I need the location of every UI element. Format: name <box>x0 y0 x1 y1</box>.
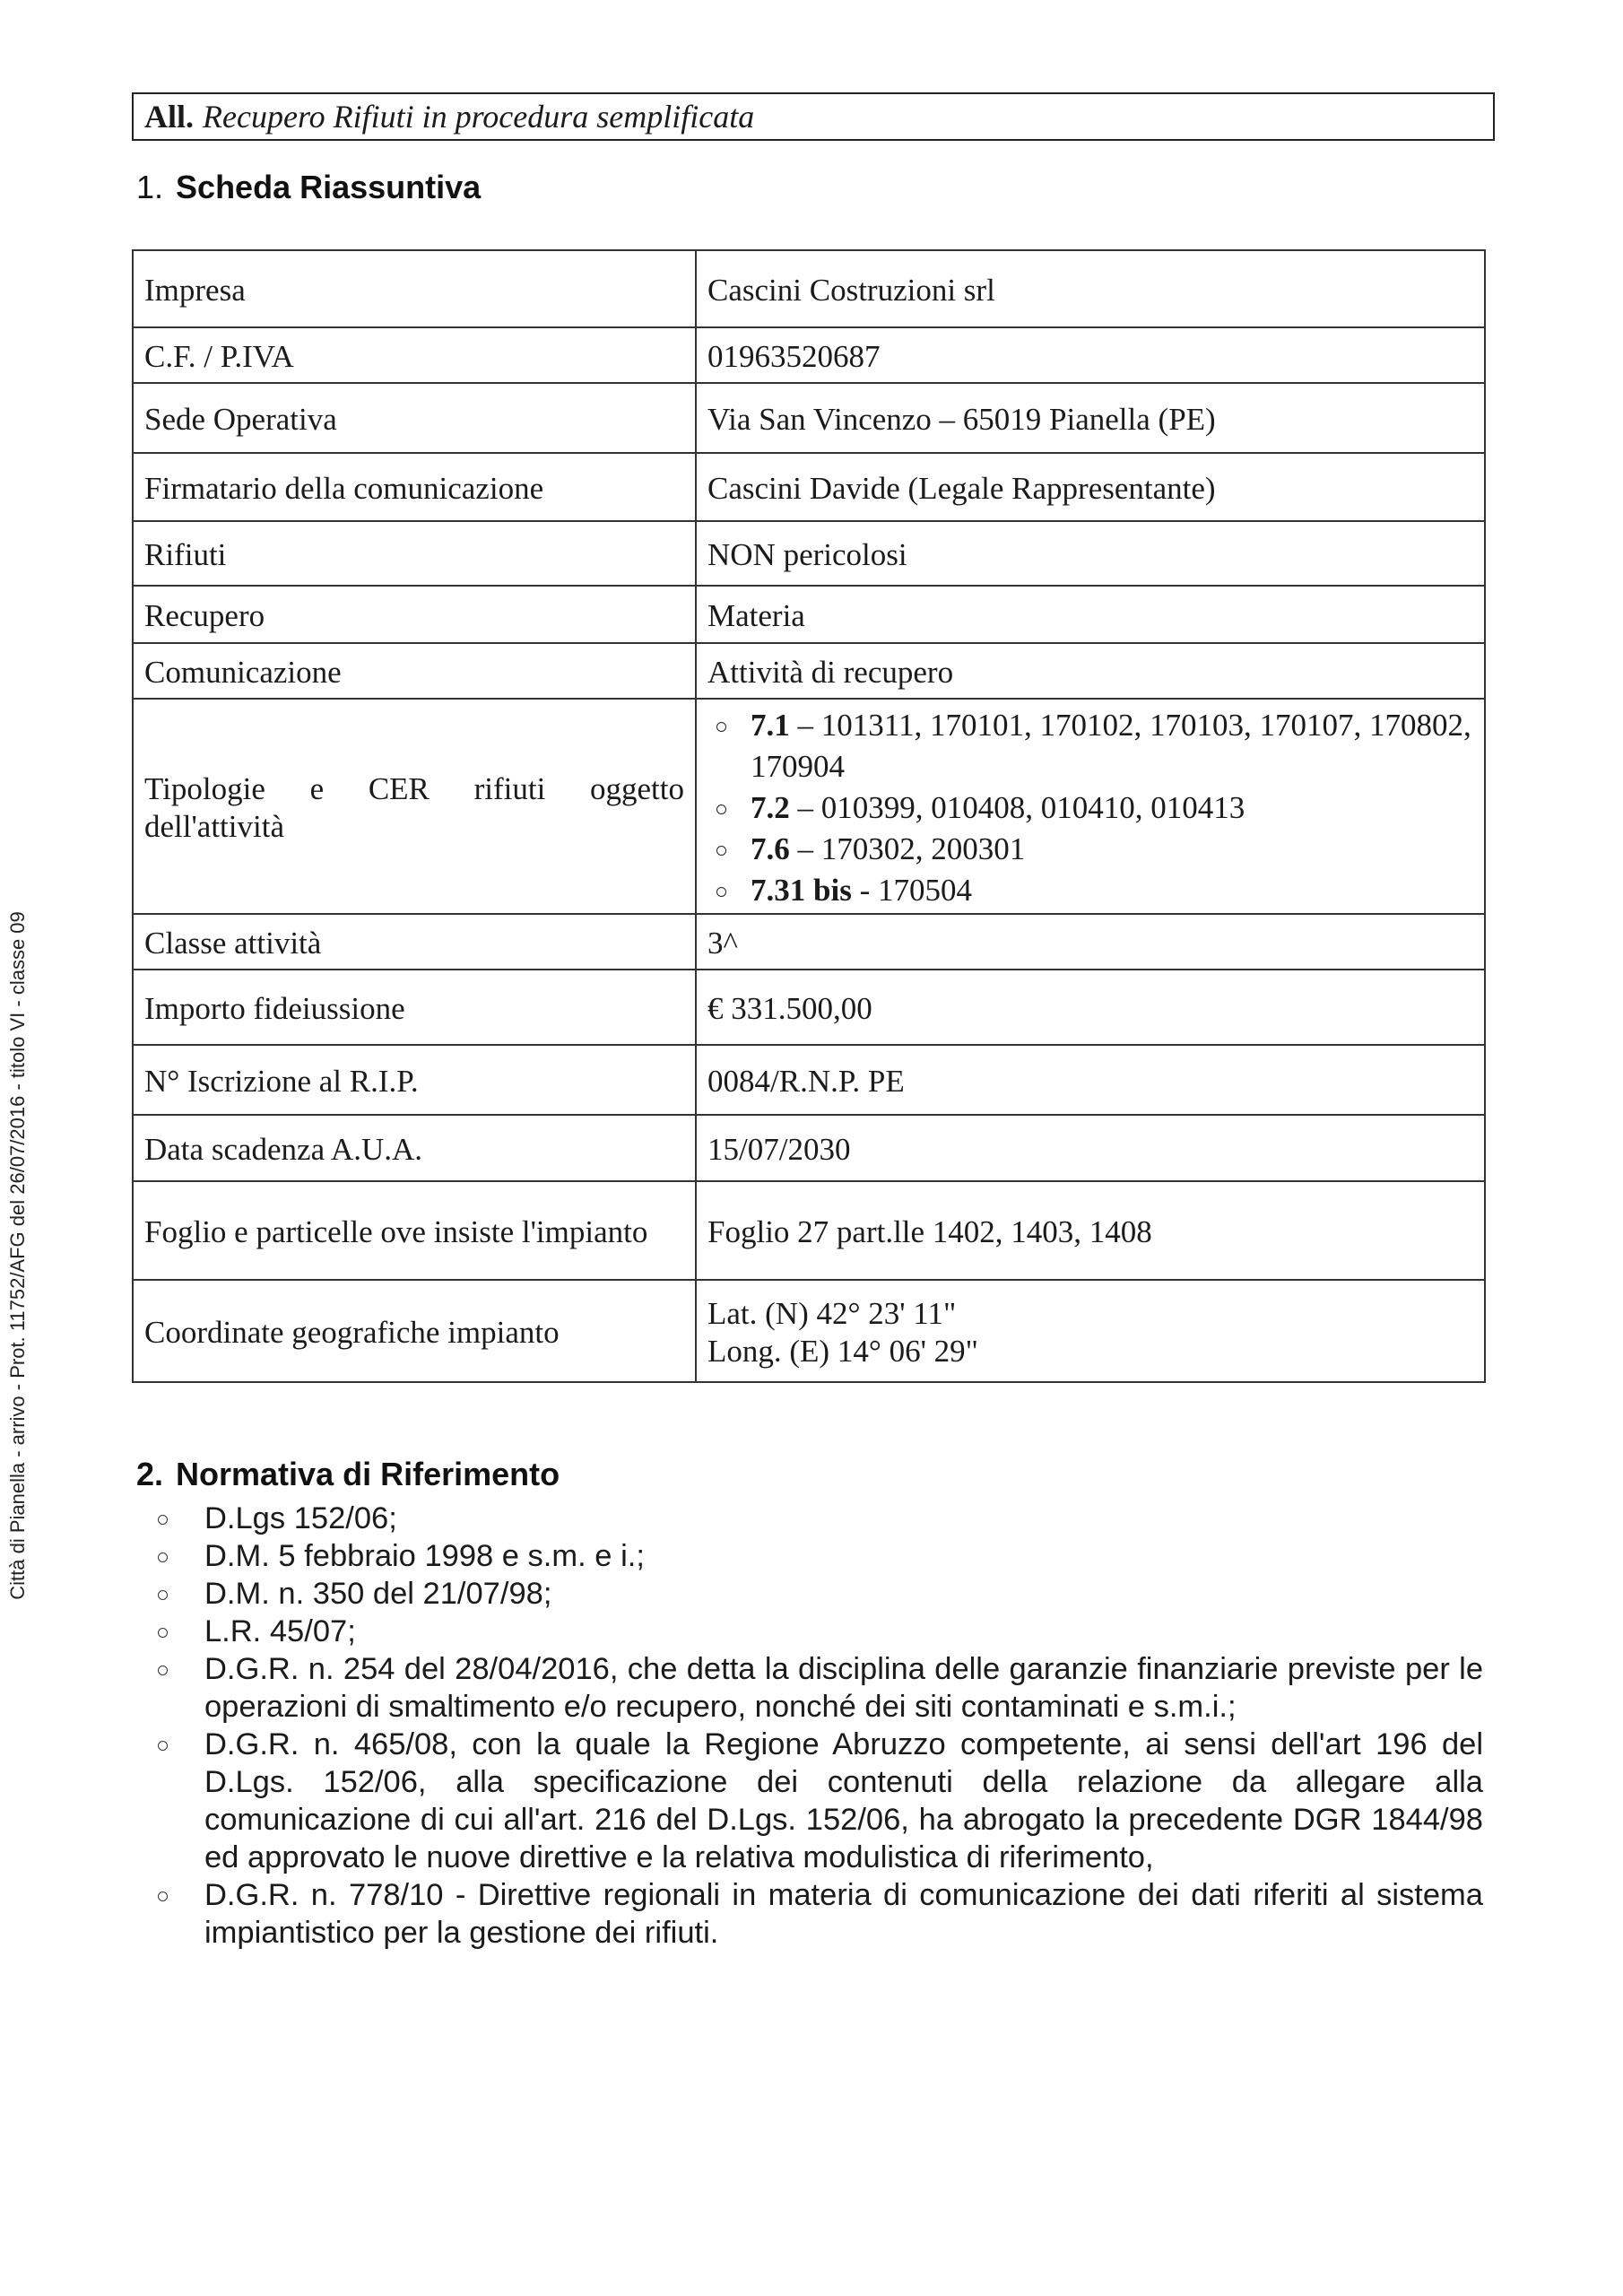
cer-code: 7.1 <box>751 708 790 743</box>
cell-value-cer <box>696 699 1485 914</box>
cer-codes: – 170302, 200301 <box>789 831 1026 866</box>
table-row <box>133 914 1485 970</box>
cer-codes: – 101311, 170101, 170102, 170103, 170107, 170802, 170904 <box>751 708 1471 784</box>
table-row <box>133 586 1485 643</box>
section-2-number: 2. <box>136 1456 164 1492</box>
list-item <box>707 829 1473 870</box>
list-item: D.G.R. n. 465/08, con la quale la Regione Abruzzo competente, ai sensi dell'art 196 del D.Lgs. 152/06, alla specificazione dei contenuti della relazione da allegare alla comunicazione di cui all'art. 216 del D.Lgs. 152/06, ha abrogato la precedente DGR 1844/98 ed approvato le nuove direttive e la relativa modulistica di riferimento, <box>152 1726 1483 1876</box>
table-row-tipologie <box>133 699 1485 914</box>
section-2-heading <box>136 1456 560 1493</box>
cell-label: Data scadenza A.U.A. <box>133 1115 696 1181</box>
cer-code: 7.31 bis <box>751 873 852 908</box>
cell-label: Rifiuti <box>133 521 696 586</box>
allegato-label: All. <box>144 99 195 135</box>
cell-value: 3^ <box>696 914 1485 970</box>
allegato-title: Recupero Rifiuti in procedura semplificata <box>203 99 755 135</box>
table-row <box>133 250 1485 327</box>
cer-list <box>707 705 1473 911</box>
cell-label: Coordinate geografiche impianto <box>133 1280 696 1382</box>
table-row <box>133 1115 1485 1181</box>
cell-label: Importo fideiussione <box>133 970 696 1045</box>
scheda-table <box>132 249 1486 1383</box>
table-row <box>133 970 1485 1045</box>
cell-value: NON pericolosi <box>696 521 1485 586</box>
cell-value: € 331.500,00 <box>696 970 1485 1045</box>
protocol-stamp <box>0 861 36 1650</box>
cell-label: Comunicazione <box>133 643 696 699</box>
longitude: Long. (E) 14° 06' 29" <box>707 1334 978 1369</box>
allegato-header <box>132 92 1495 141</box>
cell-label: C.F. / P.IVA <box>133 327 696 383</box>
list-item: D.G.R. n. 254 del 28/04/2016, che detta la disciplina delle garanzie finanziarie previste per le operazioni di smaltimento e/o recupero, nonché dei siti contaminati e s.m.i.; <box>152 1650 1483 1726</box>
section-1-title: Scheda Riassuntiva <box>176 169 482 205</box>
table-row <box>133 327 1485 383</box>
list-item: D.G.R. n. 778/10 - Direttive regionali in materia di comunicazione dei dati riferiti al sistema impiantistico per la gestione dei rifiuti. <box>152 1876 1483 1952</box>
section-1-number: 1. <box>136 169 164 205</box>
cell-value: 01963520687 <box>696 327 1485 383</box>
latitude: Lat. (N) 42° 23' 11" <box>707 1296 957 1331</box>
cell-label: Tipologie e CER rifiuti oggetto dell'attività <box>133 699 696 914</box>
table-row <box>133 1181 1485 1280</box>
cell-value: Cascini Davide (Legale Rappresentante) <box>696 453 1485 521</box>
cer-codes: – 010399, 010408, 010410, 010413 <box>789 790 1245 825</box>
table-row-coordinate <box>133 1280 1485 1382</box>
table-row <box>133 1045 1485 1115</box>
table-row <box>133 453 1485 521</box>
cell-value: Attività di recupero <box>696 643 1485 699</box>
cell-value: 0084/R.N.P. PE <box>696 1045 1485 1115</box>
list-item: D.M. 5 febbraio 1998 e s.m. e i.; <box>152 1537 1483 1575</box>
cell-label: Firmatario della comunicazione <box>133 453 696 521</box>
list-item: D.M. n. 350 del 21/07/98; <box>152 1575 1483 1613</box>
cell-value: Cascini Costruzioni srl <box>696 250 1485 327</box>
cell-label: Impresa <box>133 250 696 327</box>
table-row <box>133 383 1485 453</box>
list-item <box>707 705 1473 787</box>
cell-value: Materia <box>696 586 1485 643</box>
cer-code: 7.2 <box>751 790 790 825</box>
section-2-title: Normativa di Riferimento <box>176 1456 560 1492</box>
cell-label: Recupero <box>133 586 696 643</box>
table-row <box>133 643 1485 699</box>
cell-label: Sede Operativa <box>133 383 696 453</box>
section-1-heading <box>136 169 481 206</box>
cell-value: Foglio 27 part.lle 1402, 1403, 1408 <box>696 1181 1485 1280</box>
cell-value-coordinate <box>696 1280 1485 1382</box>
list-item <box>707 787 1473 829</box>
cer-code: 7.6 <box>751 831 790 866</box>
list-item: D.Lgs 152/06; <box>152 1500 1483 1537</box>
cell-value: 15/07/2030 <box>696 1115 1485 1181</box>
list-item: L.R. 45/07; <box>152 1613 1483 1650</box>
cell-label: Classe attività <box>133 914 696 970</box>
cer-codes: - 170504 <box>851 873 972 908</box>
list-item <box>707 870 1473 911</box>
table-row <box>133 521 1485 586</box>
normativa-list <box>152 1500 1483 1952</box>
cell-value: Via San Vincenzo – 65019 Pianella (PE) <box>696 383 1485 453</box>
cell-label: N° Iscrizione al R.I.P. <box>133 1045 696 1115</box>
cell-label: Foglio e particelle ove insiste l'impianto <box>133 1181 696 1280</box>
protocol-stamp-text: Città di Pianella - arrivo - Prot. 11752/AFG del 26/07/2016 - titolo VI - classe 09 <box>6 911 29 1600</box>
